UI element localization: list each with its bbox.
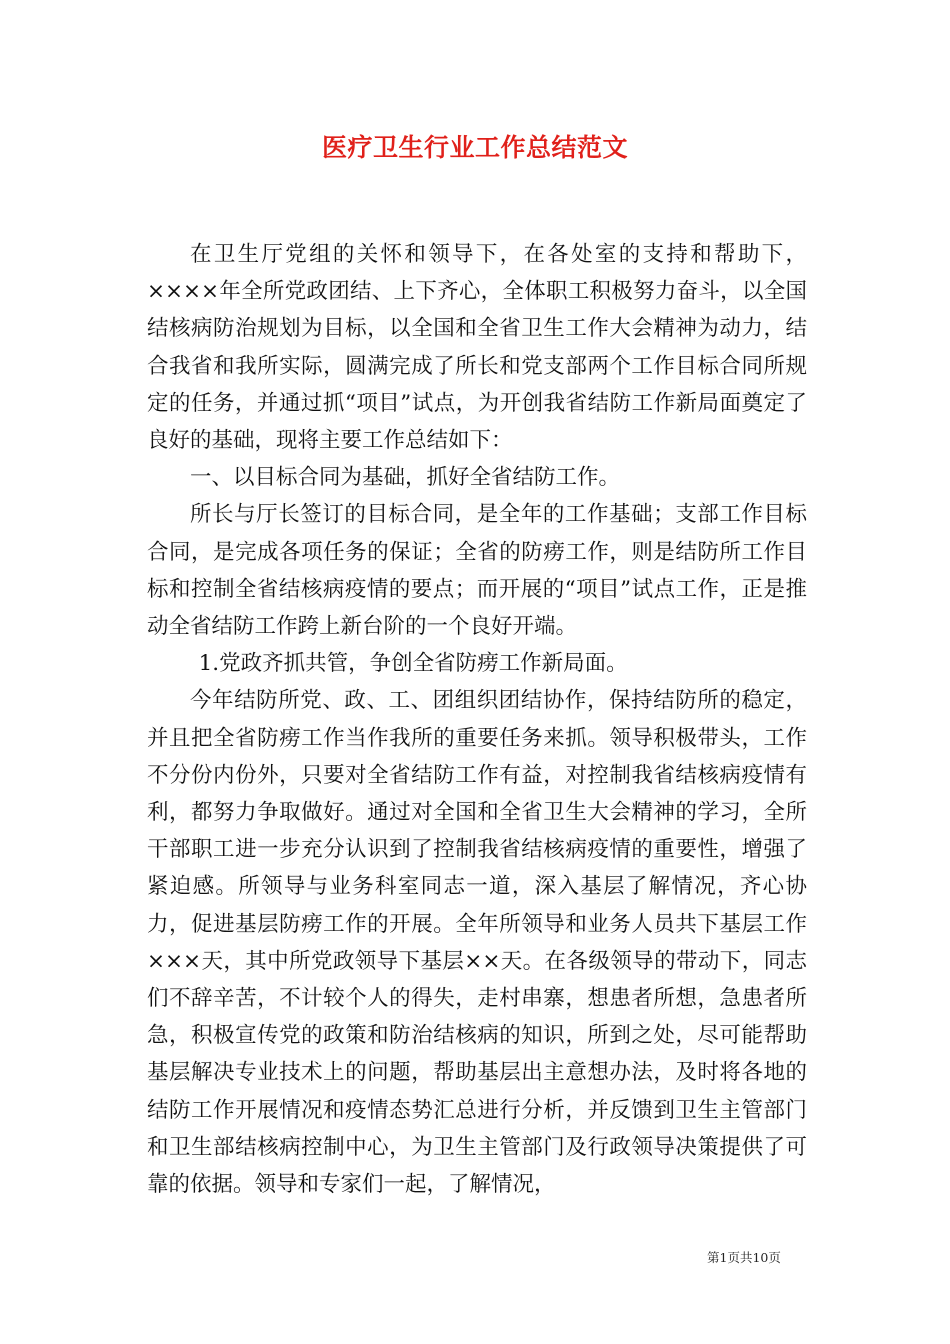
page-number-footer: 第1页共10页 bbox=[707, 1250, 781, 1265]
paragraph-subsection-1: 今年结防所党、政、工、团组织团结协作，保持结防所的稳定，并且把全省防痨工作当作我所的重要任务来抓。领导积极带头，工作不分份内份外，只要对全省结防工作有益，对控制我省结核病疫情有利，都努力争取做好。通过对全国和全省卫生大会精神的学习，全所干部职工进一步充分认识到了控制我省结核病疫情的重要性，增强了紧迫感。所领导与业务科室同志一道，深入基层了解情况，齐心协力，促进基层防痨工作的开展。全年所领导和业务人员共下基层工作×××天，其中所党政领导下基层××天。在各级领导的带动下，同志们不辞辛苦，不计较个人的得失，走村串寨，想患者所想，急患者所急，积极宣传党的政策和防治结核病的知识，所到之处，尽可能帮助基层解决专业技术上的问题，帮助基层出主意想办法，及时将各地的结防工作开展情况和疫情态势汇总进行分析，并反馈到卫生主管部门和卫生部结核病控制中心，为卫生主管部门及行政领导决策提供了可靠的依据。领导和专家们一起，了解情况， bbox=[147, 688, 807, 1198]
document-title: 医疗卫生行业工作总结范文 bbox=[321, 133, 628, 162]
document-body bbox=[147, 236, 807, 1203]
paragraph-section-1: 所长与厅长签订的目标合同，是全年的工作基础；支部工作目标合同，是完成各项任务的保证；全省的防痨工作，则是结防所工作目标和控制全省结核病疫情的要点；而开展的“项目”试点工作，正是推动全省结防工作跨上新台阶的一个良好开端。 bbox=[147, 502, 807, 640]
paragraph-intro: 在卫生厅党组的关怀和领导下，在各处室的支持和帮助下，××××年全所党政团结、上下齐心，全体职工积极努力奋斗，以全国结核病防治规划为目标，以全国和全省卫生工作大会精神为动力，结合我省和我所实际，圆满完成了所长和党支部两个工作目标合同所规定的任务，并通过抓“项目”试点，为开创我省结防工作新局面奠定了良好的基础，现将主要工作总结如下： bbox=[147, 242, 807, 454]
subsection-heading-1: 1.党政齐抓共管，争创全省防痨工作新局面。 bbox=[198, 651, 628, 677]
section-heading-1: 一、以目标合同为基础，抓好全省结防工作。 bbox=[190, 465, 621, 491]
